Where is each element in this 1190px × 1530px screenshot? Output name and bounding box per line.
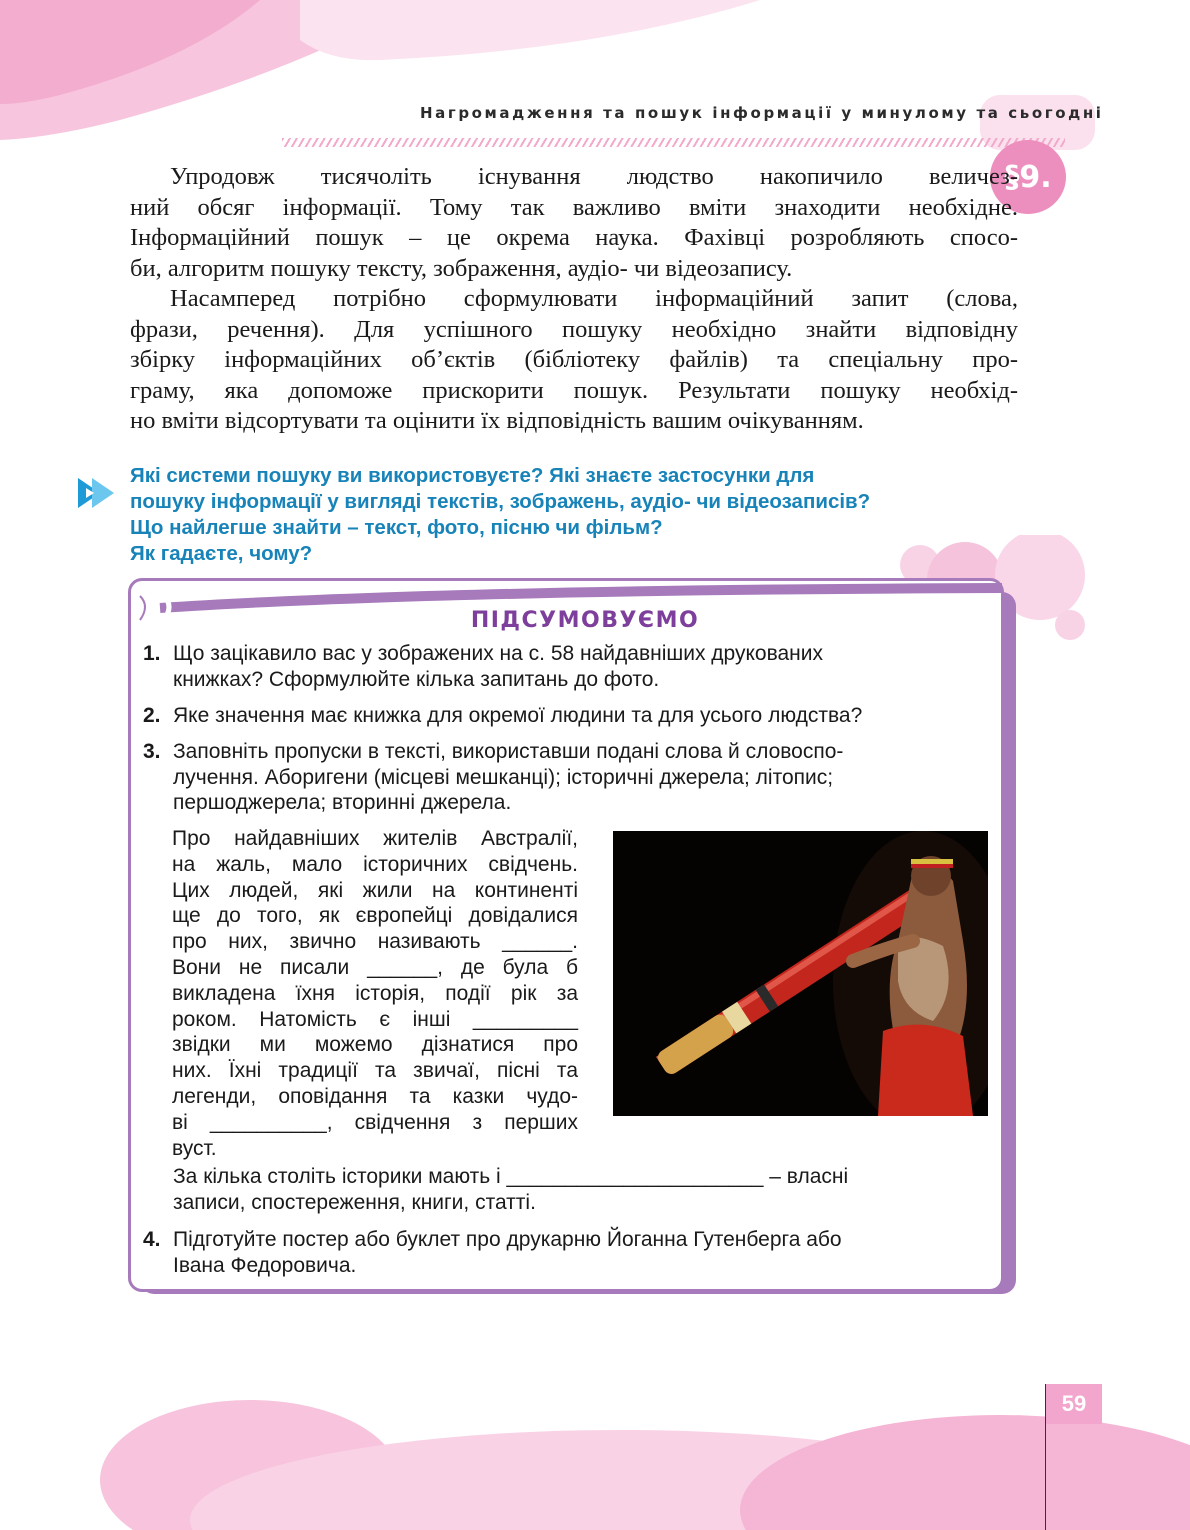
fill-text-line: Вони не писали ______, де була б (172, 955, 578, 979)
header-hatch-rule (282, 138, 1065, 147)
task-line: книжках? Сформулюйте кілька запитань до фото. (173, 667, 660, 691)
task-line: Яке значення має книжка для окремої людини та для усього людства? (173, 704, 863, 727)
summary-title: ПІДСУМОВУЄМО (470, 608, 700, 633)
paragraph-line: граму, яка допоможе прискорити пошук. Результати пошуку необхід- (130, 376, 1018, 404)
task-number: 3. (143, 740, 161, 763)
top-left-decoration (0, 0, 760, 150)
paragraph-line: збірку інформаційних об’єктів (бібліотеку файлів) та спеціальну про- (130, 346, 1018, 373)
paragraph-line: Насамперед потрібно сформулювати інформаційний запит (слова, (170, 285, 1018, 312)
bottom-decoration (100, 1400, 1190, 1530)
task-number: 2. (143, 704, 161, 727)
fill-text-line: Цих людей, які жили на континенті (172, 878, 578, 902)
fill-in-text (172, 826, 578, 1161)
paragraph-badge: §9. (990, 140, 1066, 214)
paragraph-2 (130, 284, 1018, 437)
quote-marks-icon (136, 594, 188, 624)
fill-text-line: звідки ми можемо дізнатися про (172, 1033, 578, 1057)
question-line: Які системи пошуку ви використовуєте? Які знаєте застосунки для (130, 464, 815, 487)
fill-text-line: Про найдавніших жителів Австралії, (172, 827, 578, 850)
running-head: Нагромадження та пошук інформації у минулому та сьогодні (420, 104, 1104, 122)
task-line: першоджерела; вторинні джерела. (173, 791, 512, 814)
task-2 (143, 703, 862, 729)
didgeridoo-player-photo (613, 831, 988, 1116)
fill-text-line: про них, звично називають ______. (172, 930, 578, 954)
paragraph-line: фрази, речення). Для успішного пошуку необхідно знайти відповідну (130, 315, 1018, 343)
paragraph-line: Упродовж тисячоліть існування людство накопичило величез- (170, 163, 1018, 190)
fill-text-line: ще до того, як європейці довідалися (172, 904, 578, 928)
task-line: лучення. Аборигени (місцеві мешканці); історичні джерела; літопис; (173, 765, 834, 789)
task-line: Підготуйте постер або буклет про друкарню Йоганна Гутенберга або (173, 1228, 842, 1251)
task-4 (143, 1227, 842, 1278)
fill-text-line: ві __________, свідчення з перших (172, 1110, 578, 1134)
task-number: 4. (143, 1228, 161, 1251)
double-triangle-arrow-icon (78, 476, 118, 510)
question-line: Як гадаєте, чому? (130, 542, 313, 565)
question-line: Що найлегше знайти – текст, фото, пісню чи фільм? (130, 516, 663, 539)
paragraph-line: но вміти відсортувати та оцінити їх відповідність вашим очікуванням. (130, 407, 864, 434)
paragraph-line: ний обсяг інформації. Тому так важливо вміти знаходити необхідне. (130, 193, 1018, 221)
fill-text-line: вуст. (172, 1136, 217, 1160)
task-1 (143, 641, 823, 692)
fill-tail-line: За кілька століть історики мають і ______________________ – власні (173, 1165, 849, 1188)
fill-text-line: них. Їхні традиції та звичаї, пісні та (172, 1059, 578, 1083)
fill-text-line: легенди, оповідання та казки чудо- (172, 1084, 578, 1108)
fill-text-line: на жаль, мало історичних свідчень. (172, 852, 578, 876)
paragraph-line: би, алгоритм пошуку тексту, зображення, аудіо- чи відеозапису. (130, 254, 793, 282)
fill-text-line: викладена їхня історія, події рік за (172, 981, 578, 1005)
task-line: Що зацікавило вас у зображених на с. 58 найдавніших друкованих (173, 642, 824, 665)
task-line: Івана Федоровича. (173, 1253, 357, 1277)
paragraph-line: Інформаційний пошук – це окрема наука. Фахівці розробляють спосо- (130, 224, 1018, 251)
question-line: пошуку інформації у вигляді текстів, зображень, аудіо- чи відеозаписів? (130, 490, 871, 513)
task-line: Заповніть пропуски в тексті, використавши подані слова й словоспо- (173, 740, 844, 763)
task-number: 1. (143, 642, 161, 665)
page-number: 59 (1046, 1384, 1102, 1424)
task-3 (143, 739, 843, 816)
fill-text-line: роком. Натомість є інші _________ (172, 1007, 578, 1031)
fill-text-tail (173, 1164, 848, 1215)
paragraph-1 (130, 162, 1018, 284)
fill-tail-line: записи, спостереження, книги, статті. (173, 1190, 536, 1214)
discussion-questions (130, 463, 1030, 567)
